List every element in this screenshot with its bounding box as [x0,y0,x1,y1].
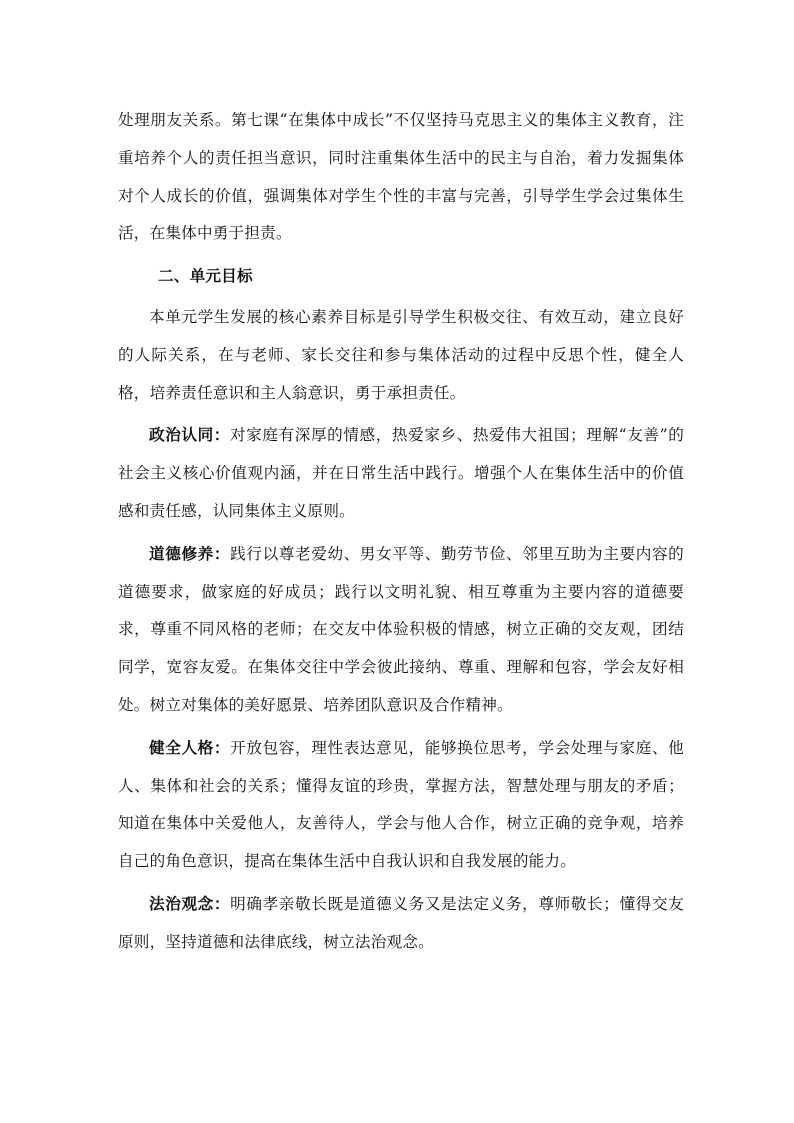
document-body [118,102,684,962]
paragraph-label: 政治认同： [149,425,230,445]
paragraph-text: 践行以尊老爱幼、男女平等、勤劳节俭、邻里互助为主要内容的道德要求，做家庭的好成员；践行以文明礼貌、相互尊重为主要内容的道德要求，尊重不同风格的老师；在交友中体验积极的情感，树立正确的交友观，团结同学，宽容友爱。在集体交往中学会彼此接纳、尊重、理解和包容，学会友好相处。树立对集体的美好愿景、培养团队意识及合作精神。 [118,544,684,714]
paragraph-label: 法治观念： [149,893,231,913]
paragraph-moral-cultivation [118,535,684,725]
paragraph-label: 健全人格： [149,737,231,757]
paragraph-text: 对家庭有深厚的情感，热爱家乡、热爱伟大祖国；理解“友善”的社会主义核心价值观内涵，并在日常生活中践行。增强个人在集体生活中的价值感和责任感，认同集体主义原则。 [118,426,684,520]
paragraph-sound-personality [118,729,684,881]
paragraph-political-identity [118,416,684,530]
paragraph-text: 明确孝亲敬长既是道德义务又是法定义务，尊师敬长；懂得交友原则，坚持道德和法律底线，树立法治观念。 [118,894,684,951]
paragraph-text: 处理朋友关系。第七课“在集体中成长”不仅坚持马克思主义的集体主义教育，注重培养个人的责任担当意识，同时注重集体生活中的民主与自治，着力发掘集体对个人成长的价值，强调集体对学生个性的丰富与完善，引导学生学会过集体生活，在集体中勇于担责。 [118,111,684,243]
paragraph-core-goals [118,299,684,412]
paragraph-label: 道德修养： [149,543,231,563]
paragraph-text: 本单元学生发展的核心素养目标是引导学生积极交往、有效互动，建立良好的人际关系，在与老师、家长交往和参与集体活动的过程中反思个性，健全人格，培养责任意识和主人翁意识，勇于承担责任。 [118,307,684,402]
paragraph-text: 开放包容，理性表达意见，能够换位思考，学会处理与家庭、他人、集体和社会的关系；懂得友谊的珍贵，掌握方法，智慧处理与朋友的矛盾；知道在集体中关爱他人，友善待人，学会与他人合作，树立正确的竞争观，培养自己的角色意识，提高在集体生活中自我认识和自我发展的能力。 [118,738,684,871]
paragraph-rule-of-law [118,885,684,962]
paragraph-collective-growth [118,102,684,253]
section-heading-unit-goals: 二、单元目标 [158,266,253,286]
